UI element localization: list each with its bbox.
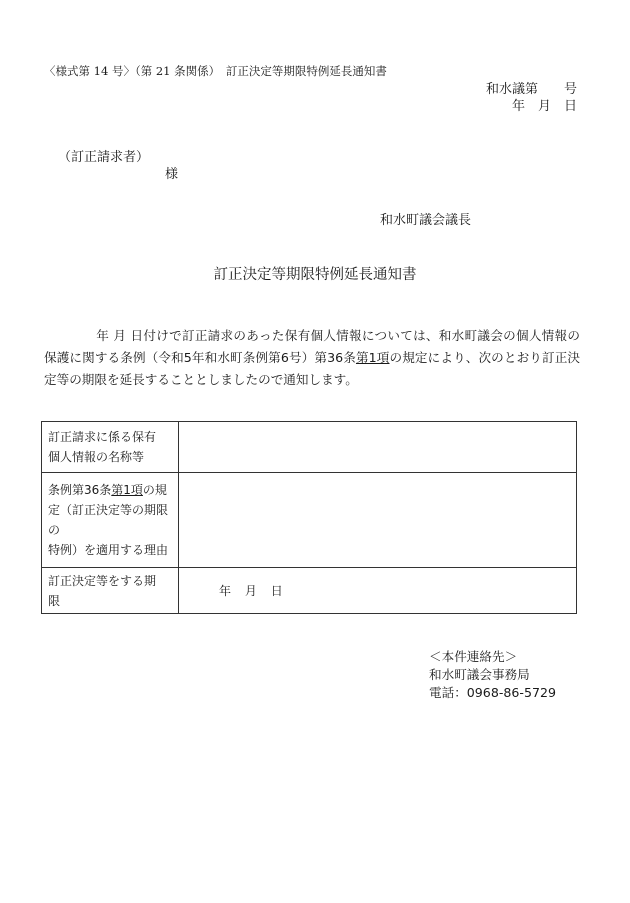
row2-label-line2: 定（訂正決定等の期限の xyxy=(48,503,169,537)
row1-label-line2: 個人情報の名称等 xyxy=(48,450,145,464)
sender-name: 和水町議会議長 xyxy=(380,213,472,228)
row1-label-line1: 訂正請求に係る保有 xyxy=(48,430,157,444)
table-row xyxy=(42,422,577,473)
row3-label-line1: 訂正決定等をする期 xyxy=(48,573,157,588)
row3-value[interactable] xyxy=(179,568,577,614)
document-title: 訂正決定等期限特例延長通知書 xyxy=(213,267,417,283)
notice-body xyxy=(44,325,580,391)
notice-body-part2: の規定により、次のとおり訂正決定等の期限を延長することとしましたので通知します。 xyxy=(44,350,580,387)
deadline-day: 日 xyxy=(270,584,283,598)
deadline-year: 年 xyxy=(219,584,232,598)
table-row xyxy=(42,568,577,614)
notice-body-part1: 年 月 日付けで訂正請求のあった保有個人情報については、和水町議会の個人情報の保護に関する条例（令和5年和水町条例第6号）第36条 xyxy=(44,328,580,365)
contact-block xyxy=(429,648,556,702)
row2-label-line3: 特例）を適用する理由 xyxy=(48,543,169,557)
table-row xyxy=(42,473,577,568)
row3-label xyxy=(42,568,179,614)
recipient-label: （訂正請求者） xyxy=(58,150,150,165)
row2-value[interactable] xyxy=(179,473,577,568)
row2-label-underlined: 第1項 xyxy=(111,483,143,497)
row1-value[interactable] xyxy=(179,422,577,473)
row2-label-line1 xyxy=(48,480,172,500)
contact-heading: ＜本件連絡先＞ xyxy=(429,649,518,664)
notice-table xyxy=(41,421,577,614)
row3-label-line2: 限 xyxy=(48,593,61,608)
deadline-month: 月 xyxy=(244,584,257,598)
notice-body-underlined: 第1項 xyxy=(355,350,390,365)
row2-label-suffix: の規 xyxy=(142,483,167,497)
document-number: 和水議第 号 xyxy=(485,82,577,97)
contact-office: 和水町議会事務局 xyxy=(429,667,530,682)
recipient-honorific: 様 xyxy=(165,167,179,182)
contact-phone: 電話：0968-86-5729 xyxy=(429,685,556,700)
row1-label xyxy=(42,422,179,473)
row2-label xyxy=(42,473,179,568)
form-label: 〈様式第 14 号〉（第 21 条関係） 訂正決定等期限特例延長通知書 xyxy=(44,64,387,78)
document-date: 年 月 日 xyxy=(511,99,577,114)
row2-label-prefix: 条例第36条 xyxy=(48,483,112,497)
